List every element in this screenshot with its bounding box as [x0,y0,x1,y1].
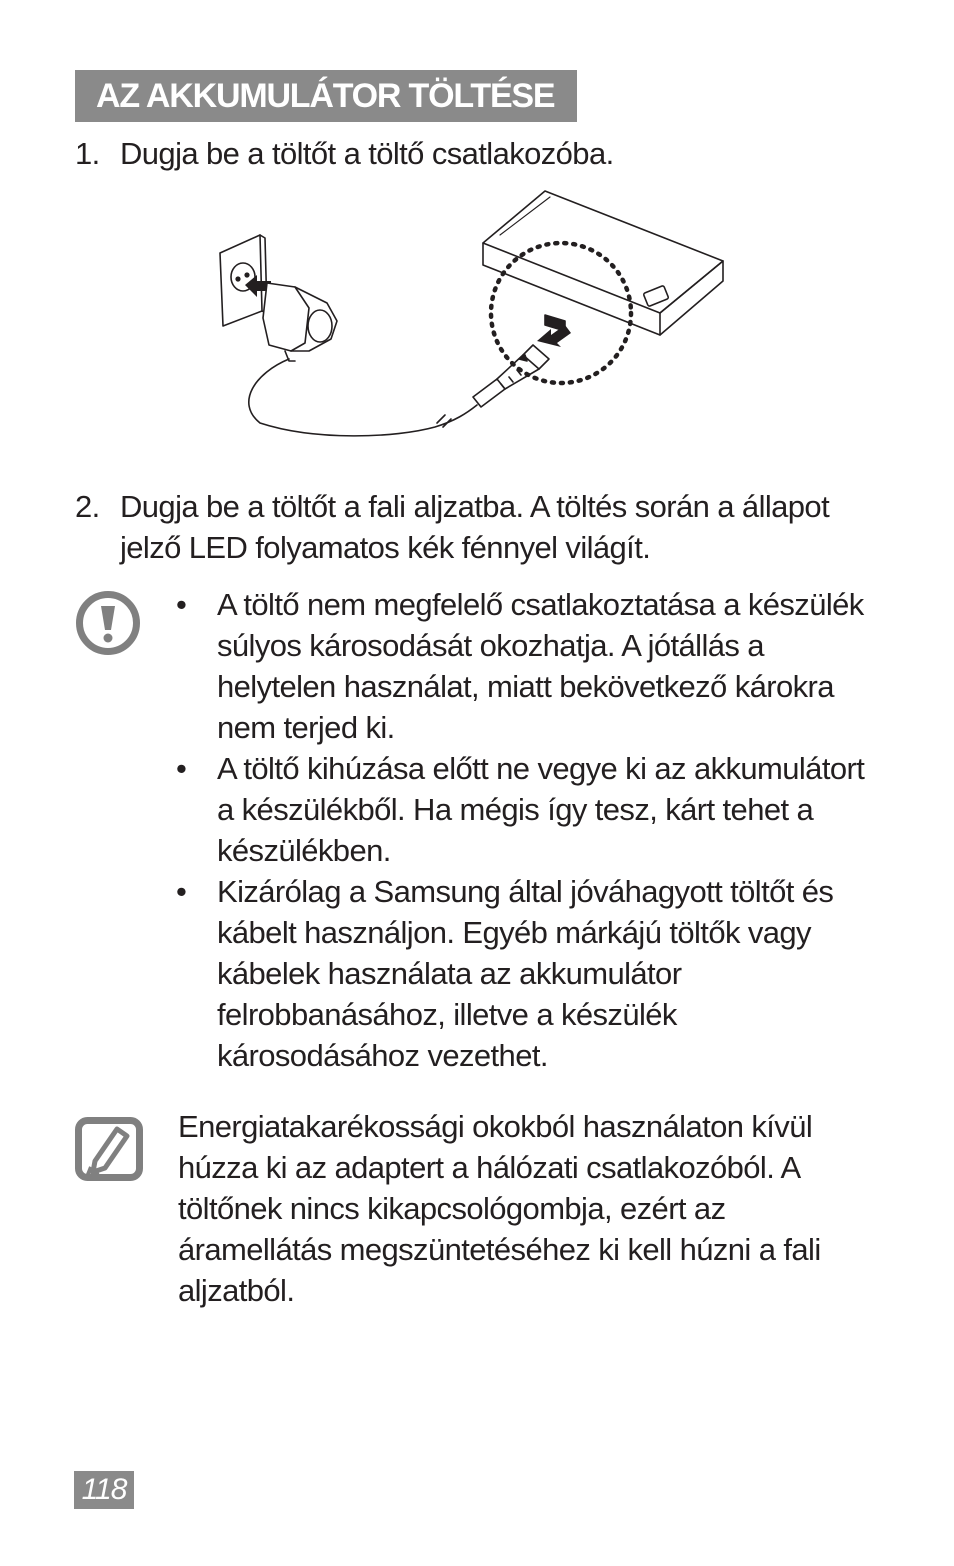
section-title: AZ AKKUMULÁTOR TÖLTÉSE [75,70,577,122]
note-text: Energiatakarékossági okokból használaton kívül húzza ki az adaptert a hálózati csatlakozóból. A töltőnek nincs kikapcsológombja, ezért az áramellátás megszüntetéséhez ki kell húzni a fali aljzatból. [178,1109,821,1308]
bullet-dot: • [176,874,187,909]
step-number: 1. [75,136,100,171]
charger-connection-illustration [205,183,750,448]
wall-socket-icon [220,235,267,326]
mobile-hotspot-device-icon [483,191,723,335]
step-1 [75,133,875,178]
list-item [176,871,876,1076]
bullet-dot: • [176,751,187,786]
page-number: 118 [74,1471,134,1509]
list-item-text: Kizárólag a Samsung által jóváhagyott töltőt és kábelt használjon. Egyéb márkájú töltők vagy kábelek használata az akkumulátor felrobbanásához, illetve a készülék károsodásához vezethet. [217,874,834,1073]
usb-plug-icon [473,345,549,407]
step-text: Dugja be a töltőt a töltő csatlakozóba. [120,136,614,171]
list-item-text: A töltő kihúzása előtt ne vegye ki az akkumulátort a készülékből. Ha mégis így tesz, kárt tehet a készülékben. [217,751,865,868]
caution-icon [75,590,141,656]
list-item [176,584,876,748]
list-item-text: A töltő nem megfelelő csatlakoztatása a készülék súlyos károsodását okozhatja. A jótállás a helytelen használat, miatt bekövetkező károkra nem terjed ki. [217,587,864,745]
step-2 [75,486,875,576]
note-pencil-icon [75,1117,145,1181]
caution-list [176,584,876,1076]
charger-adapter-icon [263,283,337,361]
list-item [176,748,876,871]
step-text: Dugja be a töltőt a fali aljzatba. A töltés során a állapot jelző LED folyamatos kék fénnyel világít. [120,489,830,565]
charger-cable [249,359,477,436]
step-number: 2. [75,489,100,524]
bullet-dot: • [176,587,187,622]
